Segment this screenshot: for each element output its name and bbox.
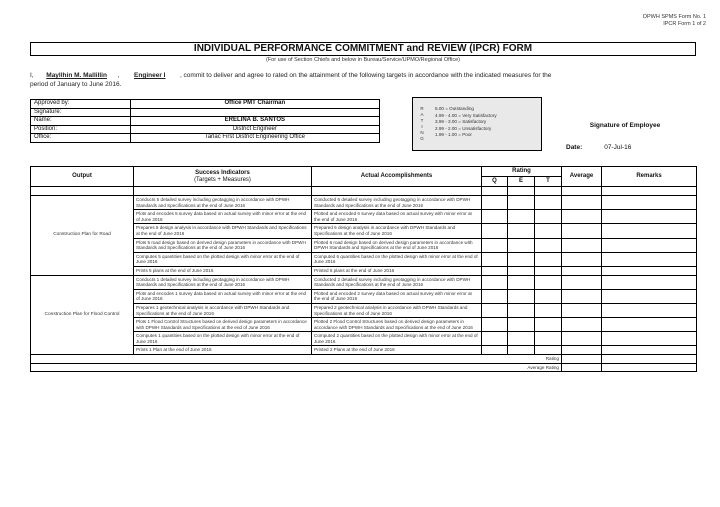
rating-t-cell bbox=[535, 238, 562, 252]
legend-side-letter: I bbox=[421, 124, 423, 129]
footer-rating-label: Rating bbox=[31, 355, 562, 364]
success-indicator-cell: Prints 5 plans at the end of June 2016 bbox=[134, 266, 312, 275]
rating-t-cell bbox=[535, 210, 562, 224]
actual-accomplishment-cell: Prepared 6 design analysis in accordance with DPWH Standards and Specifications at the end of June 2016 bbox=[312, 224, 482, 238]
average-cell bbox=[562, 252, 602, 266]
actual-accomplishment-cell: Computed 2 quantities based on the plotted design with minor error at the end of June 2016 bbox=[312, 332, 482, 346]
average-cell bbox=[562, 275, 602, 289]
rating-e-cell bbox=[508, 332, 535, 346]
actual-accomplishment-cell: Computed 6 quantities based on the plotted design with minor error at the end of June 2016 bbox=[312, 252, 482, 266]
rating-q-cell bbox=[482, 346, 508, 355]
commitment-prefix: I, bbox=[30, 72, 34, 79]
remarks-cell bbox=[602, 303, 697, 317]
legend-row: 4.99 - 4.00 = Very Satisfactory bbox=[435, 112, 497, 118]
remarks-cell bbox=[602, 289, 697, 303]
rating-e-cell bbox=[508, 318, 535, 332]
name-value: ERELINA B. SANTOS bbox=[130, 117, 379, 126]
footer-blank-cell bbox=[602, 355, 697, 364]
rating-t-cell bbox=[535, 275, 562, 289]
rating-t-cell bbox=[535, 196, 562, 210]
form-title: INDIVIDUAL PERFORMANCE COMMITMENT and REVIEW (IPCR) FORM bbox=[30, 42, 696, 56]
legend-side-letter: N bbox=[420, 130, 424, 135]
rating-legend bbox=[412, 97, 542, 151]
success-indicator-cell: Prepares 1 geotechnical analysis in accordance with DPWH Standards and Specifications at the end of June 2016 bbox=[134, 303, 312, 317]
position-value: District Engineer bbox=[130, 125, 379, 134]
approved-value: Office PMT Chairman bbox=[130, 100, 379, 109]
form-subtitle: (For use of Section Chiefs and below in Bureau/Service/UPMO/Regional Office) bbox=[265, 57, 461, 63]
legend-side-letter: G bbox=[420, 136, 424, 141]
remarks-cell bbox=[602, 275, 697, 289]
rating-t-cell bbox=[535, 252, 562, 266]
rating-q-cell bbox=[482, 210, 508, 224]
rating-q-cell bbox=[482, 275, 508, 289]
average-cell bbox=[562, 289, 602, 303]
legend-side-letter: T bbox=[420, 118, 424, 123]
rating-q-cell bbox=[482, 318, 508, 332]
footer-value-cell bbox=[562, 363, 602, 372]
remarks-cell bbox=[602, 210, 697, 224]
header-output: Output bbox=[31, 167, 134, 187]
actual-accomplishment-cell: Plotted and encoded 2 survey data based on actual survey with minor error at the end of June 2016 bbox=[312, 289, 482, 303]
average-cell bbox=[562, 224, 602, 238]
footer-average-rating-label: Average Rating bbox=[31, 363, 562, 372]
rating-e-cell bbox=[508, 238, 535, 252]
commitment-statement: I, Mayllhin M. Mallillin , Engineer I , commit to deliver and agree to rated on the attainment of the following targets in accordance with the indicated measures for the period of January to June 2016. bbox=[30, 72, 552, 88]
footer-row bbox=[31, 363, 697, 372]
signature-label: Signature: bbox=[31, 108, 131, 117]
rating-q-cell bbox=[482, 238, 508, 252]
form-page: IPCR Form 1 of 2 bbox=[663, 21, 706, 27]
signature-value bbox=[130, 108, 379, 117]
success-indicator-cell: Plots and encodes 5 survey data based on actual survey with minor error at the end of June 2016 bbox=[134, 210, 312, 224]
rating-e-cell bbox=[508, 224, 535, 238]
success-indicator-cell: Plots and encodes 1 survey data based on actual survey with minor error at the end of June 2016 bbox=[134, 289, 312, 303]
rating-e-cell bbox=[508, 346, 535, 355]
header-average: Average bbox=[562, 167, 602, 187]
rating-t-cell bbox=[535, 224, 562, 238]
rating-e-cell bbox=[508, 275, 535, 289]
footer-value-cell bbox=[562, 355, 602, 364]
rating-q-cell bbox=[482, 289, 508, 303]
legend-row: 2.99 - 2.00 = Unsatisfactory bbox=[435, 125, 492, 131]
success-indicator-cell: Computes 5 quantities based on the plotted design with minor error at the end of June 2016 bbox=[134, 252, 312, 266]
position-label: Position: bbox=[31, 125, 131, 134]
spacer-cell bbox=[134, 187, 312, 196]
rating-t-cell bbox=[535, 303, 562, 317]
rating-legend-rows bbox=[435, 106, 497, 139]
rating-t-cell bbox=[535, 332, 562, 346]
rating-q-cell bbox=[482, 224, 508, 238]
average-cell bbox=[562, 303, 602, 317]
header-remarks: Remarks bbox=[602, 167, 697, 187]
spacer-cell bbox=[31, 187, 134, 196]
ipcr-table bbox=[30, 166, 697, 372]
actual-accomplishment-cell: Printed 2 Plans at the end of June 2016 bbox=[312, 346, 482, 355]
average-cell bbox=[562, 332, 602, 346]
success-indicator-cell: Conducts 5 detailed survey including geotagging in accordance with DPWH Standards and Specifications at the end of June 2016 bbox=[134, 196, 312, 210]
actual-accomplishment-cell: Conducted 6 detailed survey including geotagging in accordance with DPWH Standards and Specifications at the end of June 2016 bbox=[312, 196, 482, 210]
table-row bbox=[31, 275, 697, 289]
header-rating: Rating bbox=[482, 167, 562, 177]
date-value: 07-Jul-16 bbox=[604, 144, 632, 151]
rating-e-cell bbox=[508, 196, 535, 210]
legend-row: 3.99 - 3.00 = Satisfactory bbox=[435, 119, 487, 124]
spacer-cell bbox=[602, 187, 697, 196]
rating-q-cell bbox=[482, 196, 508, 210]
date-field bbox=[566, 144, 631, 151]
rating-t-cell bbox=[535, 289, 562, 303]
actual-accomplishment-cell: Plotted and encoded 6 survey data based on actual survey with minor error at the end of June 2016 bbox=[312, 210, 482, 224]
success-indicator-cell: Prepares 5 design analysis in accordance with DPWH Standards and Specifications at the end of June 2016 bbox=[134, 224, 312, 238]
output-cell: Construction Plan for Flood Control bbox=[31, 275, 134, 355]
actual-accomplishment-cell: Printed 6 plans at the end of June 2016 bbox=[312, 266, 482, 275]
office-value: Tarlac First District Engineering Office bbox=[130, 134, 379, 143]
spacer-cell bbox=[562, 187, 602, 196]
actual-accomplishment-cell: Plotted 2 Flood Control Structures based on derived design parameters in accordance with DPWH Standards and Specifications at the end of June 2016 bbox=[312, 318, 482, 332]
footer-row bbox=[31, 355, 697, 364]
rating-q-cell bbox=[482, 332, 508, 346]
remarks-cell bbox=[602, 252, 697, 266]
legend-side-letter: R bbox=[420, 106, 424, 111]
employee-position: Engineer I bbox=[134, 72, 166, 79]
spacer-cell bbox=[535, 187, 562, 196]
rating-e-cell bbox=[508, 210, 535, 224]
rating-t-cell bbox=[535, 266, 562, 275]
remarks-cell bbox=[602, 332, 697, 346]
footer-blank-cell bbox=[602, 363, 697, 372]
header-actual-accomplishments: Actual Accomplishments bbox=[312, 167, 482, 187]
remarks-cell bbox=[602, 224, 697, 238]
actual-accomplishment-cell: Prepared 2 geotechnical analysis in accordance with DPWH Standards and Specifications at the end of June 2016 bbox=[312, 303, 482, 317]
actual-accomplishment-cell: Conducted 2 detailed survey including geotagging in accordance with DPWH Standards and Specifications at the end of June 2016 bbox=[312, 275, 482, 289]
remarks-cell bbox=[602, 238, 697, 252]
success-indicator-cell: Prints 1 Plan at the end of June 2016 bbox=[134, 346, 312, 355]
average-cell bbox=[562, 318, 602, 332]
success-indicator-cell: Plots 5 road design based on derived design parameters in accordance with DPWH Standards and Specifications at the end of June 2016 bbox=[134, 238, 312, 252]
average-cell bbox=[562, 346, 602, 355]
spacer-cell bbox=[482, 187, 508, 196]
spacer-cell bbox=[312, 187, 482, 196]
rating-e-cell bbox=[508, 289, 535, 303]
rating-q-cell bbox=[482, 252, 508, 266]
legend-side-letter: A bbox=[420, 112, 424, 117]
table-row bbox=[31, 196, 697, 210]
header-t: T bbox=[535, 177, 562, 187]
name-label: Name: bbox=[31, 117, 131, 126]
signature-of-employee: Signature of Employee bbox=[589, 122, 661, 129]
rating-q-cell bbox=[482, 266, 508, 275]
output-cell: Construction Plan for Road bbox=[31, 196, 134, 276]
spacer-cell bbox=[508, 187, 535, 196]
form-reference bbox=[643, 14, 706, 28]
actual-accomplishment-cell: Plotted 6 road design based on derived design parameters in accordance with DPWH Standards and Specifications at the end of June 2016 bbox=[312, 238, 482, 252]
form-number: DPWH SPMS Form No. 1 bbox=[643, 14, 706, 20]
rating-e-cell bbox=[508, 266, 535, 275]
office-label: Office: bbox=[31, 134, 131, 143]
average-cell bbox=[562, 238, 602, 252]
date-label: Date: bbox=[566, 144, 583, 151]
header-success-indicators: Success Indicators (Targets + Measures) bbox=[134, 167, 312, 187]
success-indicator-cell: Conducts 1 detailed survey including geotagging in accordance with DPWH Standards and Specifications at the end of June 2016 bbox=[134, 275, 312, 289]
approved-label: Approved by: bbox=[31, 100, 131, 109]
rating-t-cell bbox=[535, 318, 562, 332]
header-q: Q bbox=[482, 177, 508, 187]
commitment-text: , commit to deliver and agree to rated on the attainment of the following targets in accordance with the indicated measures for the bbox=[179, 72, 552, 79]
legend-row: 1.99 - 1.00 = Poor bbox=[435, 132, 472, 137]
success-indicator-cell: Plots 1 Flood Control Structures based on derived design parameters in accordance with DPWH Standards and Specifications at the end of June 2016 bbox=[134, 318, 312, 332]
rating-e-cell bbox=[508, 303, 535, 317]
remarks-cell bbox=[602, 196, 697, 210]
average-cell bbox=[562, 196, 602, 210]
commitment-period: period of January to June 2016. bbox=[30, 81, 122, 88]
average-cell bbox=[562, 266, 602, 275]
spacer-row bbox=[31, 187, 697, 196]
legend-row: 5.00 = Outstanding bbox=[435, 106, 474, 111]
success-indicator-cell: Computes 1 quantities based on the plotted design with minor error at the end of June 2016 bbox=[134, 332, 312, 346]
header-e: E bbox=[508, 177, 535, 187]
rating-q-cell bbox=[482, 303, 508, 317]
rating-t-cell bbox=[535, 346, 562, 355]
rating-e-cell bbox=[508, 252, 535, 266]
average-cell bbox=[562, 210, 602, 224]
approval-info-table bbox=[30, 99, 380, 143]
remarks-cell bbox=[602, 266, 697, 275]
employee-name: Mayllhin M. Mallillin bbox=[46, 72, 107, 79]
rating-legend-side-label bbox=[419, 106, 425, 142]
remarks-cell bbox=[602, 318, 697, 332]
remarks-cell bbox=[602, 346, 697, 355]
